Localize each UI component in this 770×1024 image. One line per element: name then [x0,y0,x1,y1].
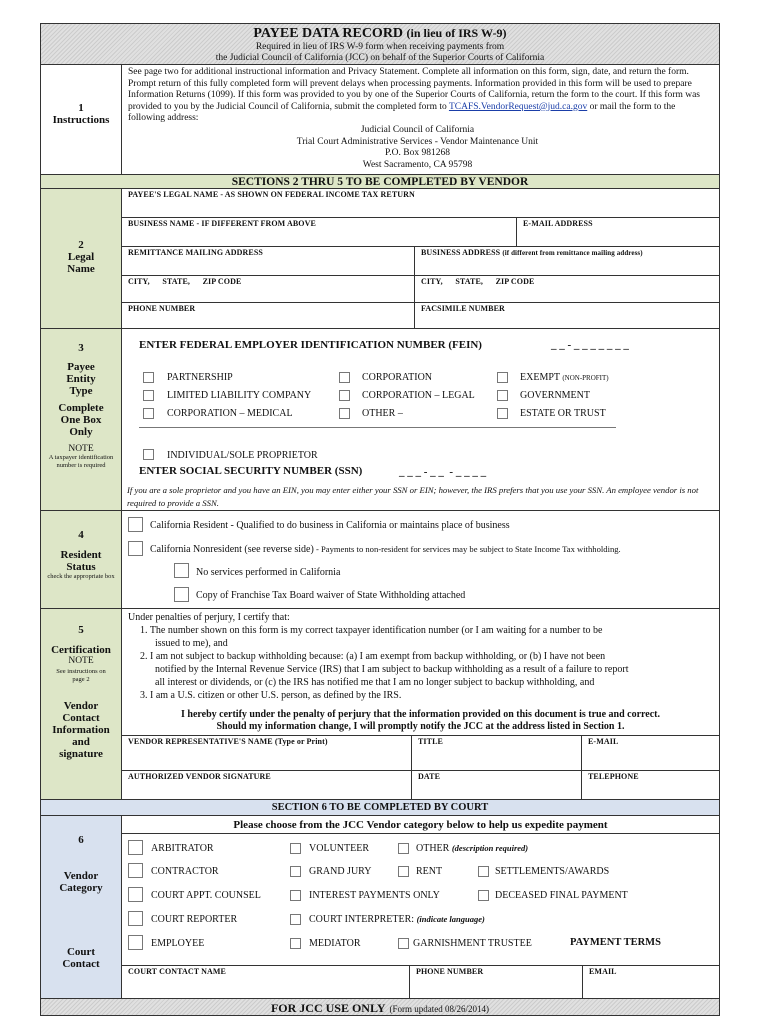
section-1-name: Instructions [52,114,110,126]
individual-checkbox[interactable] [143,449,154,460]
rent-checkbox[interactable] [398,866,409,877]
mediator-checkbox[interactable] [290,938,301,949]
court-appt-counsel-checkbox[interactable] [128,887,143,902]
vendor-email-label: E-MAIL [588,737,619,746]
cert-item-1: 1. The number shown on this form is my correct taxpayer identification number (or I am waiting for a number to be [140,625,603,636]
cert-intro: Under penalties of perjury, I certify that: [128,612,290,623]
city-state-zip-field[interactable] [122,276,415,303]
email-address-field[interactable] [517,218,719,247]
section-4-note: check the appropriate box [47,573,115,580]
deceased-checkbox[interactable] [478,890,489,901]
vendor-telephone-label: TELEPHONE [588,772,639,781]
section-3-name-3: Type [69,385,93,397]
garnishment-checkbox[interactable] [398,938,409,949]
address-line-3: P.O. Box 981268 [385,148,450,159]
other-label: OTHER – [362,408,403,419]
ftb-waiver-checkbox[interactable] [174,587,189,602]
vendor-title-field[interactable] [412,735,582,771]
page-title [41,26,719,42]
court-email-field[interactable] [583,965,719,998]
court-interpreter-label: COURT INTERPRETER: [309,914,417,925]
court-phone-label: PHONE NUMBER [416,967,484,976]
section-3-note-text: A taxpayer identification number is required [48,454,114,469]
vendor-rep-name-field[interactable] [122,735,412,771]
vendor-telephone-field[interactable] [582,771,719,800]
cert-item-3: 3. I am a U.S. citizen or other U.S. person, as defined by the IRS. [140,690,402,701]
corporation-medical-checkbox[interactable] [143,408,154,419]
vendor-signature-field[interactable] [122,771,412,800]
cert-statement-2: Should my information change, I will promptly notify the JCC at the address listed in Section 1. [216,721,625,732]
interest-payments-checkbox[interactable] [290,890,301,901]
government-checkbox[interactable] [497,390,508,401]
ssn-label: ENTER SOCIAL SECURITY NUMBER (SSN) [139,465,363,477]
no-services-label: No services performed in California [196,567,341,578]
fax-number-label: FACSIMILE NUMBER [421,304,505,313]
partnership-checkbox[interactable] [143,372,154,383]
individual-label: INDIVIDUAL/SOLE PROPRIETOR [167,450,318,461]
section-4-name-2: Status [66,561,96,573]
form-header [41,24,719,65]
section-4-name-1: Resident [60,549,102,561]
section-4-number: 4 [78,529,84,541]
section-6-name-2: Category [59,882,103,894]
corporation-medical-label: CORPORATION – MEDICAL [167,408,293,419]
entity-divider [139,427,616,428]
section-3-number: 3 [78,342,84,354]
cert-statement-1: I hereby certify under the penalty of perjury that the information provided on this document is true and correct. [181,709,660,720]
ftb-waiver-label: Copy of Franchise Tax Board waiver of State Withholding attached [196,590,466,601]
vendor-contact-5: signature [59,748,103,760]
vendor-banner: SECTIONS 2 THRU 5 TO BE COMPLETED BY VENDOR [41,175,719,189]
cert-item-2c: all interest or dividends, or (c) the IRS has notified me that I am no longer subject to backup withholding, and [155,677,595,688]
complete-one-2: One Box [60,414,102,426]
grand-jury-checkbox[interactable] [290,866,301,877]
business-address-label: BUSINESS ADDRESS [421,248,501,257]
volunteer-checkbox[interactable] [290,843,301,854]
section-6-name-1: Vendor [63,870,99,882]
llc-checkbox[interactable] [143,390,154,401]
section-2-side [41,189,122,329]
interest-payments-label: INTEREST PAYMENTS ONLY [309,890,440,901]
ca-resident-label: California Resident - Qualified to do business in California or maintains place of business [150,520,510,531]
settlements-checkbox[interactable] [478,866,489,877]
ca-resident-checkbox[interactable] [128,517,143,532]
section-2-name-1: Legal [67,251,95,263]
vendor-contact-4: and [72,736,90,748]
section-5-note-text: See instructions on page 2 [56,668,106,683]
business-name-field[interactable] [122,218,517,247]
ca-nonresident-checkbox[interactable] [128,541,143,556]
court-contact-1: Court [66,946,96,958]
complete-one-1: Complete [58,402,104,414]
complete-one-3: Only [69,426,93,438]
other-category-checkbox[interactable] [398,843,409,854]
estate-trust-checkbox[interactable] [497,408,508,419]
court-email-label: EMAIL [589,967,617,976]
remittance-address-field[interactable] [122,247,415,276]
ssn-note: If you are a sole proprietor and you have an EIN, you may enter either your SSN or EIN; however, the IRS prefers that you use your SSN. An employee vendor is not required to provide a SSN. [127,485,699,508]
arbitrator-label: ARBITRATOR [151,843,214,854]
business-city-state-zip-label: CITY, STATE, ZIP CODE [421,277,535,286]
vendor-request-email-link[interactable]: TCAFS.VendorRequest@jud.ca.gov [448,101,588,112]
section-2-name-2: Name [67,263,95,275]
business-address-note: (if different from remittance mailing address) [502,249,643,257]
vendor-email-field[interactable] [582,735,719,771]
section-3-name-1: Payee [67,361,95,373]
garnishment-label: GARNISHMENT TRUSTEE [413,938,532,949]
estate-trust-label: ESTATE OR TRUST [520,408,606,419]
corporation-label: CORPORATION [362,372,433,383]
section-5-name: Certification [51,644,111,656]
other-category-note: (description required) [451,843,529,853]
cert-statement [122,709,719,733]
subtitle-1: Required in lieu of IRS W-9 form when receiving payments from [255,42,505,52]
section-4-side [41,511,122,609]
court-reporter-checkbox[interactable] [128,911,143,926]
form-footer [41,998,719,1015]
other-checkbox[interactable] [339,408,350,419]
vendor-signature-label: AUTHORIZED VENDOR SIGNATURE [128,772,271,781]
fax-number-field[interactable] [415,303,719,329]
instructions-tail: or mail the form to the following address: [128,101,676,124]
ssn-input[interactable]: _ _ _ - _ _ - _ _ _ _ [399,466,487,478]
vendor-date-field[interactable] [412,771,582,800]
mediator-label: MEDIATOR [309,938,361,949]
employee-label: EMPLOYEE [151,938,205,949]
legal-name-label: PAYEE'S LEGAL NAME - AS SHOWN ON FEDERAL INCOME TAX RETURN [128,190,415,199]
corporation-legal-label: CORPORATION – LEGAL [362,390,475,401]
court-phone-field[interactable] [410,965,583,998]
cert-item-2b: notified by the Internal Revenue Service (IRS) that I am subject to backup withholding as a result of a failure to report [155,664,629,675]
court-appt-counsel-label: COURT APPT. COUNSEL [151,890,261,901]
ca-nonresident-label: California Nonresident (see reverse side) [150,544,314,555]
phone-number-label: PHONE NUMBER [128,304,196,313]
category-prompt: Please choose from the JCC Vendor category below to help us expedite payment [122,816,719,834]
contractor-checkbox[interactable] [128,863,143,878]
court-contact-name-field[interactable] [122,965,410,998]
vendor-title-label: TITLE [418,737,443,746]
business-name-label: BUSINESS NAME - IF DIFFERENT FROM ABOVE [128,219,316,228]
subtitle-2: the Judicial Council of California (JCC) on behalf of the Superior Courts of California [215,53,545,63]
exempt-note: (NON-PROFIT) [562,374,609,382]
business-address-field[interactable] [415,247,719,276]
vendor-contact-3: Information [52,724,110,736]
legal-name-field[interactable] [122,189,719,218]
title-sub: (in lieu of IRS W-9) [406,26,507,40]
partnership-label: PARTNERSHIP [167,372,233,383]
grand-jury-label: GRAND JURY [309,866,372,877]
cert-item-2: 2. I am not subject to backup withholding because: (a) I am exempt from backup withholding, or (b) I have not been [140,651,606,662]
court-interpreter-note: (indicate language) [416,914,485,924]
corporation-legal-checkbox[interactable] [339,390,350,401]
vendor-date-label: DATE [418,772,441,781]
arbitrator-checkbox[interactable] [128,840,143,855]
form-updated-note: (Form updated 08/26/2014) [389,1004,490,1014]
section-2-number: 2 [78,239,84,251]
vendor-contact-1: Vendor [63,700,99,712]
payment-terms-label: PAYMENT TERMS [570,937,661,948]
address-line-2: Trial Court Administrative Services - Vendor Maintenance Unit [296,136,539,147]
cert-item-1b: issued to me), and [155,638,228,649]
address-line-4: West Sacramento, CA 95798 [362,159,473,170]
rent-label: RENT [416,866,443,877]
fein-input[interactable]: _ _ - _ _ _ _ _ _ _ [551,339,629,351]
fein-label: ENTER FEDERAL EMPLOYER IDENTIFICATION NUMBER (FEIN) [139,339,482,351]
section-3-side [41,329,122,511]
section-6-number: 6 [78,834,84,846]
volunteer-label: VOLUNTEER [309,843,369,854]
instructions-body: See page two for additional instructional information and Privacy Statement. Complete all information on this form, sign, date, and return the form. Prompt return of this fully completed form will prevent delays when processing payments. Information provided in this form will be used to prepare Information Returns (1099). If this form was provided to you by one of the Superior Courts of California, return the form to the court. If this form was provided to you by the Judicial Council of California, submit the completed form to [128,67,700,112]
llc-label: LIMITED LIABILITY COMPANY [167,390,312,401]
section-3-note: NOTE [68,444,94,454]
instructions-text [122,65,719,175]
jcc-use-only-label: FOR JCC USE ONLY [270,1001,386,1015]
court-contact-2: Contact [62,958,100,970]
city-state-zip-label: CITY, STATE, ZIP CODE [128,277,242,286]
vendor-rep-name-label: VENDOR REPRESENTATIVE'S NAME (Type or Print) [128,737,328,746]
court-reporter-label: COURT REPORTER [151,914,238,925]
government-label: GOVERNMENT [520,390,590,401]
section-5-side [41,609,122,800]
corporation-checkbox[interactable] [339,372,350,383]
email-address-label: E-MAIL ADDRESS [523,219,593,228]
court-banner: SECTION 6 TO BE COMPLETED BY COURT [41,800,719,816]
employee-checkbox[interactable] [128,935,143,950]
exempt-label: EXEMPT [520,372,560,383]
section-6-side [41,816,122,998]
section-5-note: NOTE [68,656,94,666]
exempt-checkbox[interactable] [497,372,508,383]
ca-nonresident-note: - Payments to non-resident for services may be subject to State Income Tax withholding. [313,544,621,554]
business-city-state-zip-field[interactable] [415,276,719,303]
other-category-label: OTHER [416,843,452,854]
title-main: PAYEE DATA RECORD [253,26,404,41]
court-contact-name-label: COURT CONTACT NAME [128,967,226,976]
address-line-1: Judicial Council of California [360,124,475,135]
phone-number-field[interactable] [122,303,415,329]
certification-text [128,611,716,702]
settlements-label: SETTLEMENTS/AWARDS [495,866,610,877]
court-interpreter-checkbox[interactable] [290,914,301,925]
section-5-number: 5 [78,624,84,636]
section-3-name-2: Entity [66,373,96,385]
remittance-address-label: REMITTANCE MAILING ADDRESS [128,248,263,257]
no-services-checkbox[interactable] [174,563,189,578]
vendor-contact-2: Contact [62,712,100,724]
section-1-number: 1 [78,102,84,114]
section-1-side [41,65,122,175]
deceased-label: DECEASED FINAL PAYMENT [495,890,628,901]
contractor-label: CONTRACTOR [151,866,219,877]
